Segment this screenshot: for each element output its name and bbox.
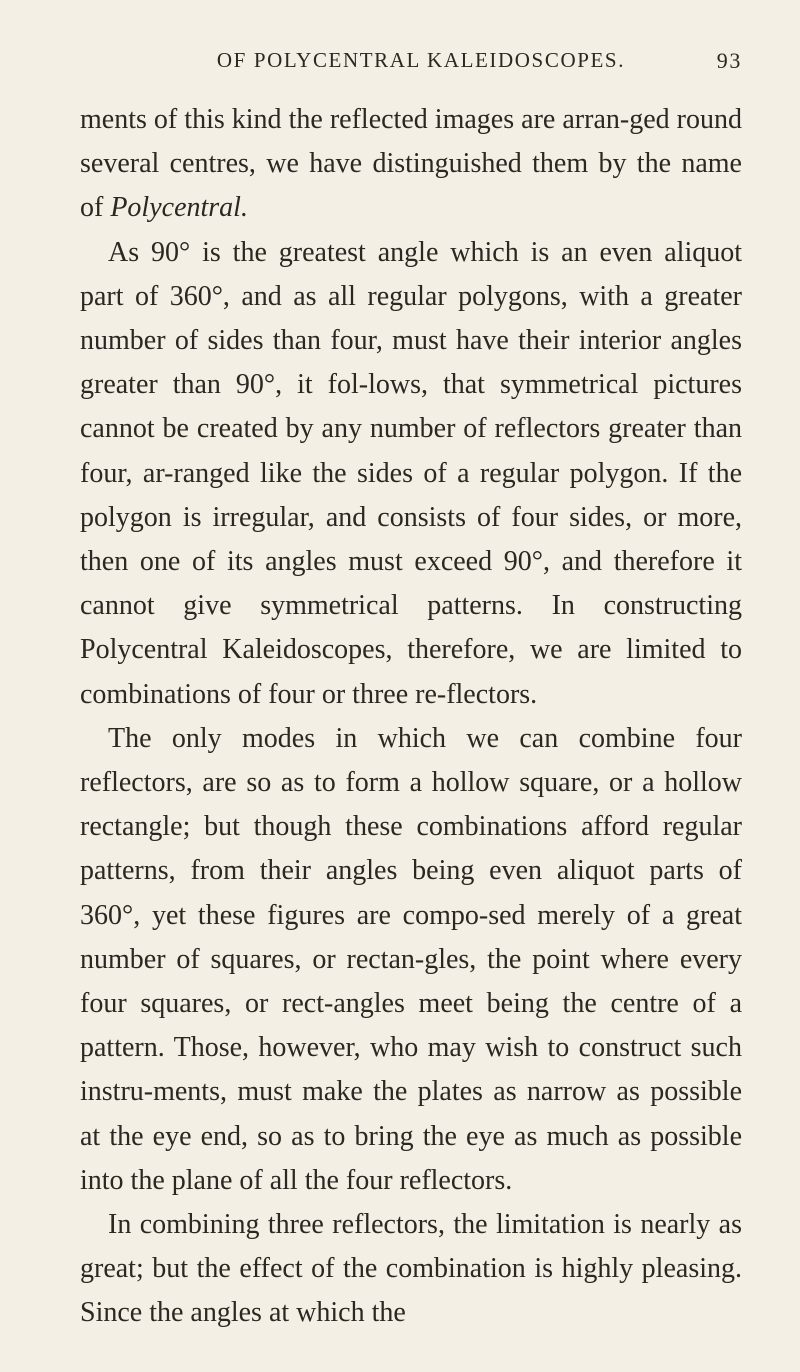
running-title: OF POLYCENTRAL KALEIDOSCOPES. bbox=[216, 48, 626, 72]
paragraph-4 bbox=[80, 1203, 742, 1336]
running-head bbox=[80, 0, 742, 88]
page-number: 93 bbox=[716, 48, 742, 73]
body-text bbox=[80, 98, 742, 1336]
paragraph-1-text: ments of this kind the reflected images are arran-ged round several centres, we have distinguished them by the name of bbox=[80, 104, 742, 224]
paragraph-3-text: The only modes in which we can combine four reflectors, are so as to form a hollow square, or a hollow rectangle; but though these combinations afford regular patterns, from their angles being even aliquot parts of 360°, yet these figures are compo-sed merely of a great number of squares, or rectan-gles, the point where every four squares, or rect-angles meet being the centre of a pattern. Those, however, who may wish to construct such instru-ments, must make the plates as narrow as possible at the eye end, so as to bring the eye as much as possible into the plane of all the four reflectors. bbox=[80, 722, 742, 1196]
paragraph-4-text: In combining three reflectors, the limitation is nearly as great; but the effect of the combination is highly pleasing. Since the angles at which the bbox=[80, 1209, 742, 1329]
italic-term: Polycentral. bbox=[110, 192, 248, 224]
paragraph-2-text: As 90° is the greatest angle which is an even aliquot part of 360°, and as all regular polygons, with a greater number of sides than four, must have their interior angles greater than 90°, it fol-lows, that symmetrical pictures cannot be created by any number of reflectors greater than four, ar-ranged like the sides of a regular polygon. If the polygon is irregular, and consists of four sides, or more, then one of its angles must exceed 90°, and therefore it cannot give symmetrical patterns. In constructing Polycentral Kaleidoscopes, therefore, we are limited to combinations of four or three re-flectors. bbox=[80, 236, 742, 710]
paragraph-2 bbox=[80, 231, 742, 717]
paragraph-3 bbox=[80, 717, 742, 1203]
paragraph-1 bbox=[80, 98, 742, 231]
